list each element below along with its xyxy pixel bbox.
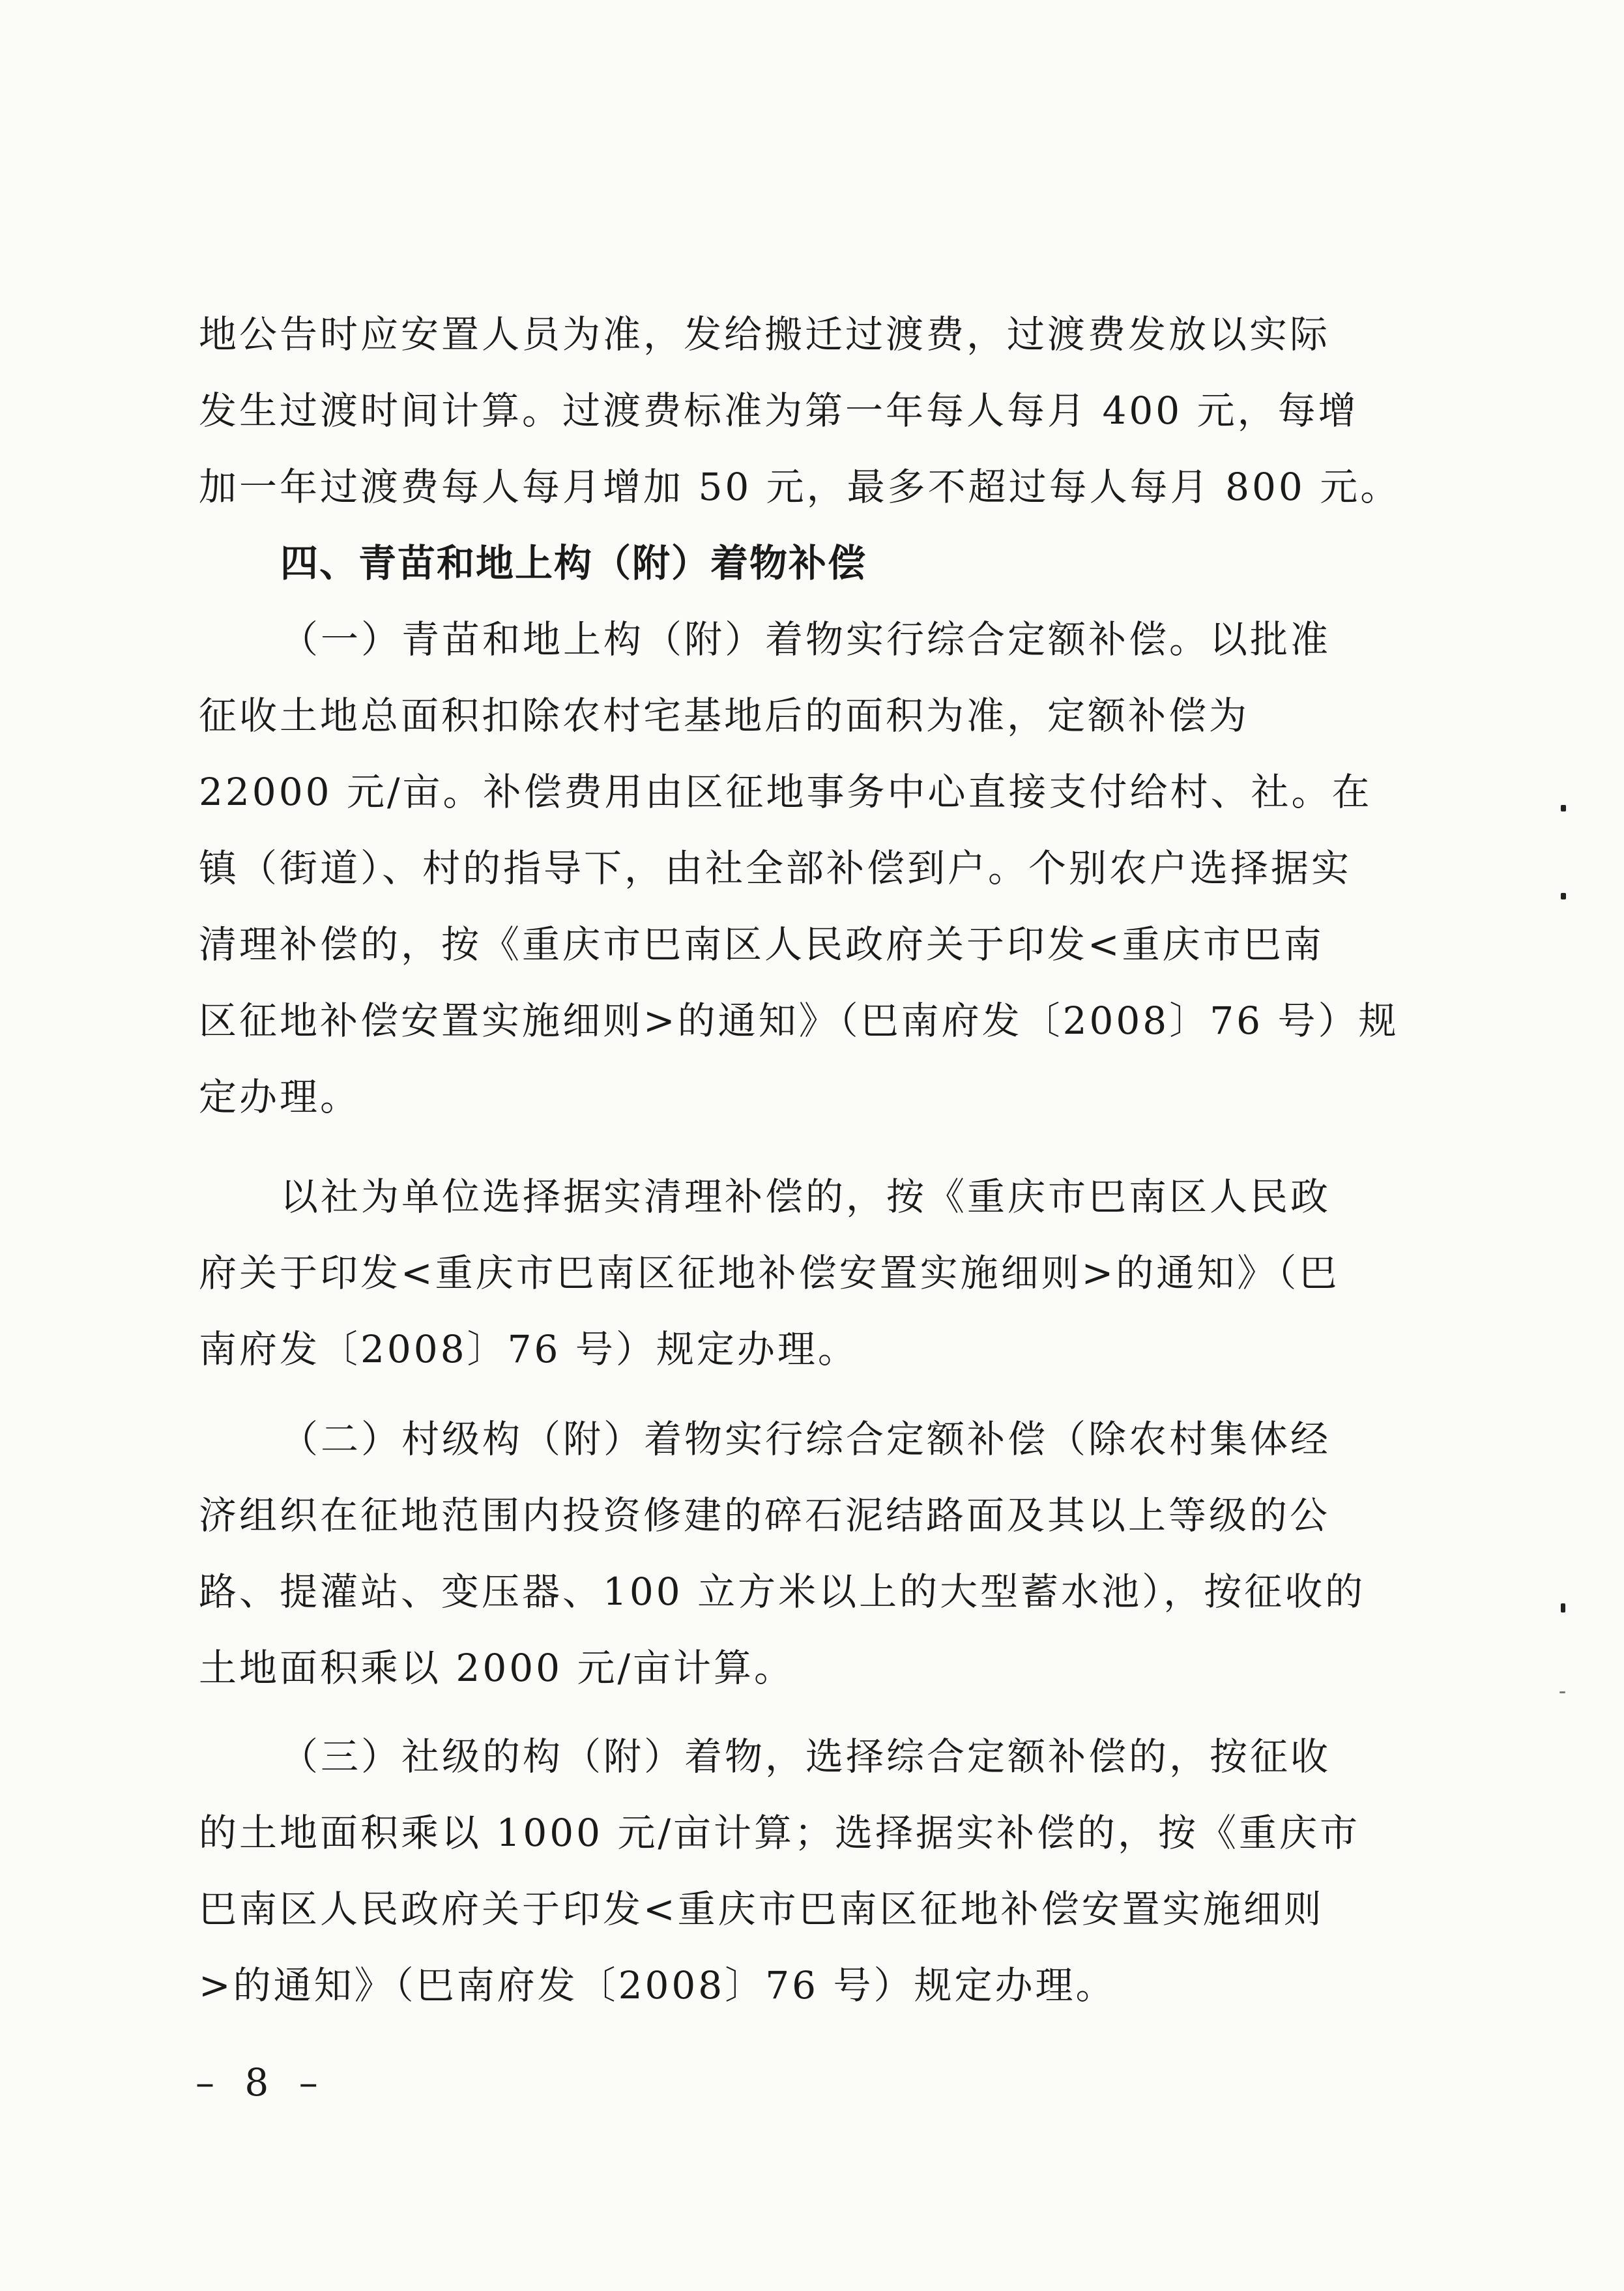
text-line: 22000 元/亩。补偿费用由区征地事务中心直接支付给村、社。在: [199, 770, 1372, 814]
text-line: 加一年过渡费每人每月增加 50 元，最多不超过每人每月 800 元。: [199, 465, 1401, 509]
scan-speck: [1561, 1603, 1565, 1612]
text-line: 清理补偿的，按《重庆市巴南区人民政府关于印发<重庆市巴南: [199, 922, 1324, 967]
text-line: 发生过渡时间计算。过渡费标准为第一年每人每月 400 元，每增: [199, 388, 1359, 433]
text-line: 路、提灌站、变压器、100 立方米以上的大型蓄水池），按征收的: [199, 1569, 1366, 1614]
text-line: 定办理。: [199, 1075, 361, 1119]
scan-speck: [1561, 805, 1566, 811]
scan-speck: [1559, 1691, 1565, 1693]
text-line: >的通知》（巴南府发〔2008〕76 号）规定办理。: [199, 1963, 1116, 2007]
text-line: （二）村级构（附）着物实行综合定额补偿（除农村集体经: [280, 1417, 1331, 1461]
section-heading: 四、青苗和地上构（附）着物补偿: [280, 541, 867, 585]
text-line: 征收土地总面积扣除农村宅基地后的面积为准，定额补偿为: [199, 693, 1250, 738]
text-line: 府关于印发<重庆市巴南区征地补偿安置实施细则>的通知》（巴: [199, 1251, 1340, 1295]
text-line: 土地面积乘以 2000 元/亩计算。: [199, 1646, 795, 1690]
text-line: 巴南区人民政府关于印发<重庆市巴南区征地补偿安置实施细则: [199, 1887, 1324, 1931]
text-line: 地公告时应安置人员为准，发给搬迁过渡费，过渡费发放以实际: [199, 312, 1331, 357]
scan-speck: [1561, 893, 1566, 899]
text-line: 以社为单位选择据实清理补偿的，按《重庆市巴南区人民政: [280, 1175, 1331, 1219]
text-line: 南府发〔2008〕76 号）规定办理。: [199, 1327, 858, 1371]
text-line: 济组织在征地范围内投资修建的碎石泥结路面及其以上等级的公: [199, 1493, 1331, 1538]
text-line: 区征地补偿安置实施细则>的通知》（巴南府发〔2008〕76 号）规: [199, 999, 1399, 1043]
text-line: 的土地面积乘以 1000 元/亩计算；选择据实补偿的，按《重庆市: [199, 1811, 1361, 1855]
text-line: 镇（街道）、村的指导下，由社全部补偿到户。个别农户选择据实: [199, 846, 1352, 890]
page-number: – 8 –: [196, 2060, 327, 2105]
text-line: （一）青苗和地上构（附）着物实行综合定额补偿。以批准: [280, 617, 1331, 662]
text-line: （三）社级的构（附）着物，选择综合定额补偿的，按征收: [280, 1734, 1331, 1779]
